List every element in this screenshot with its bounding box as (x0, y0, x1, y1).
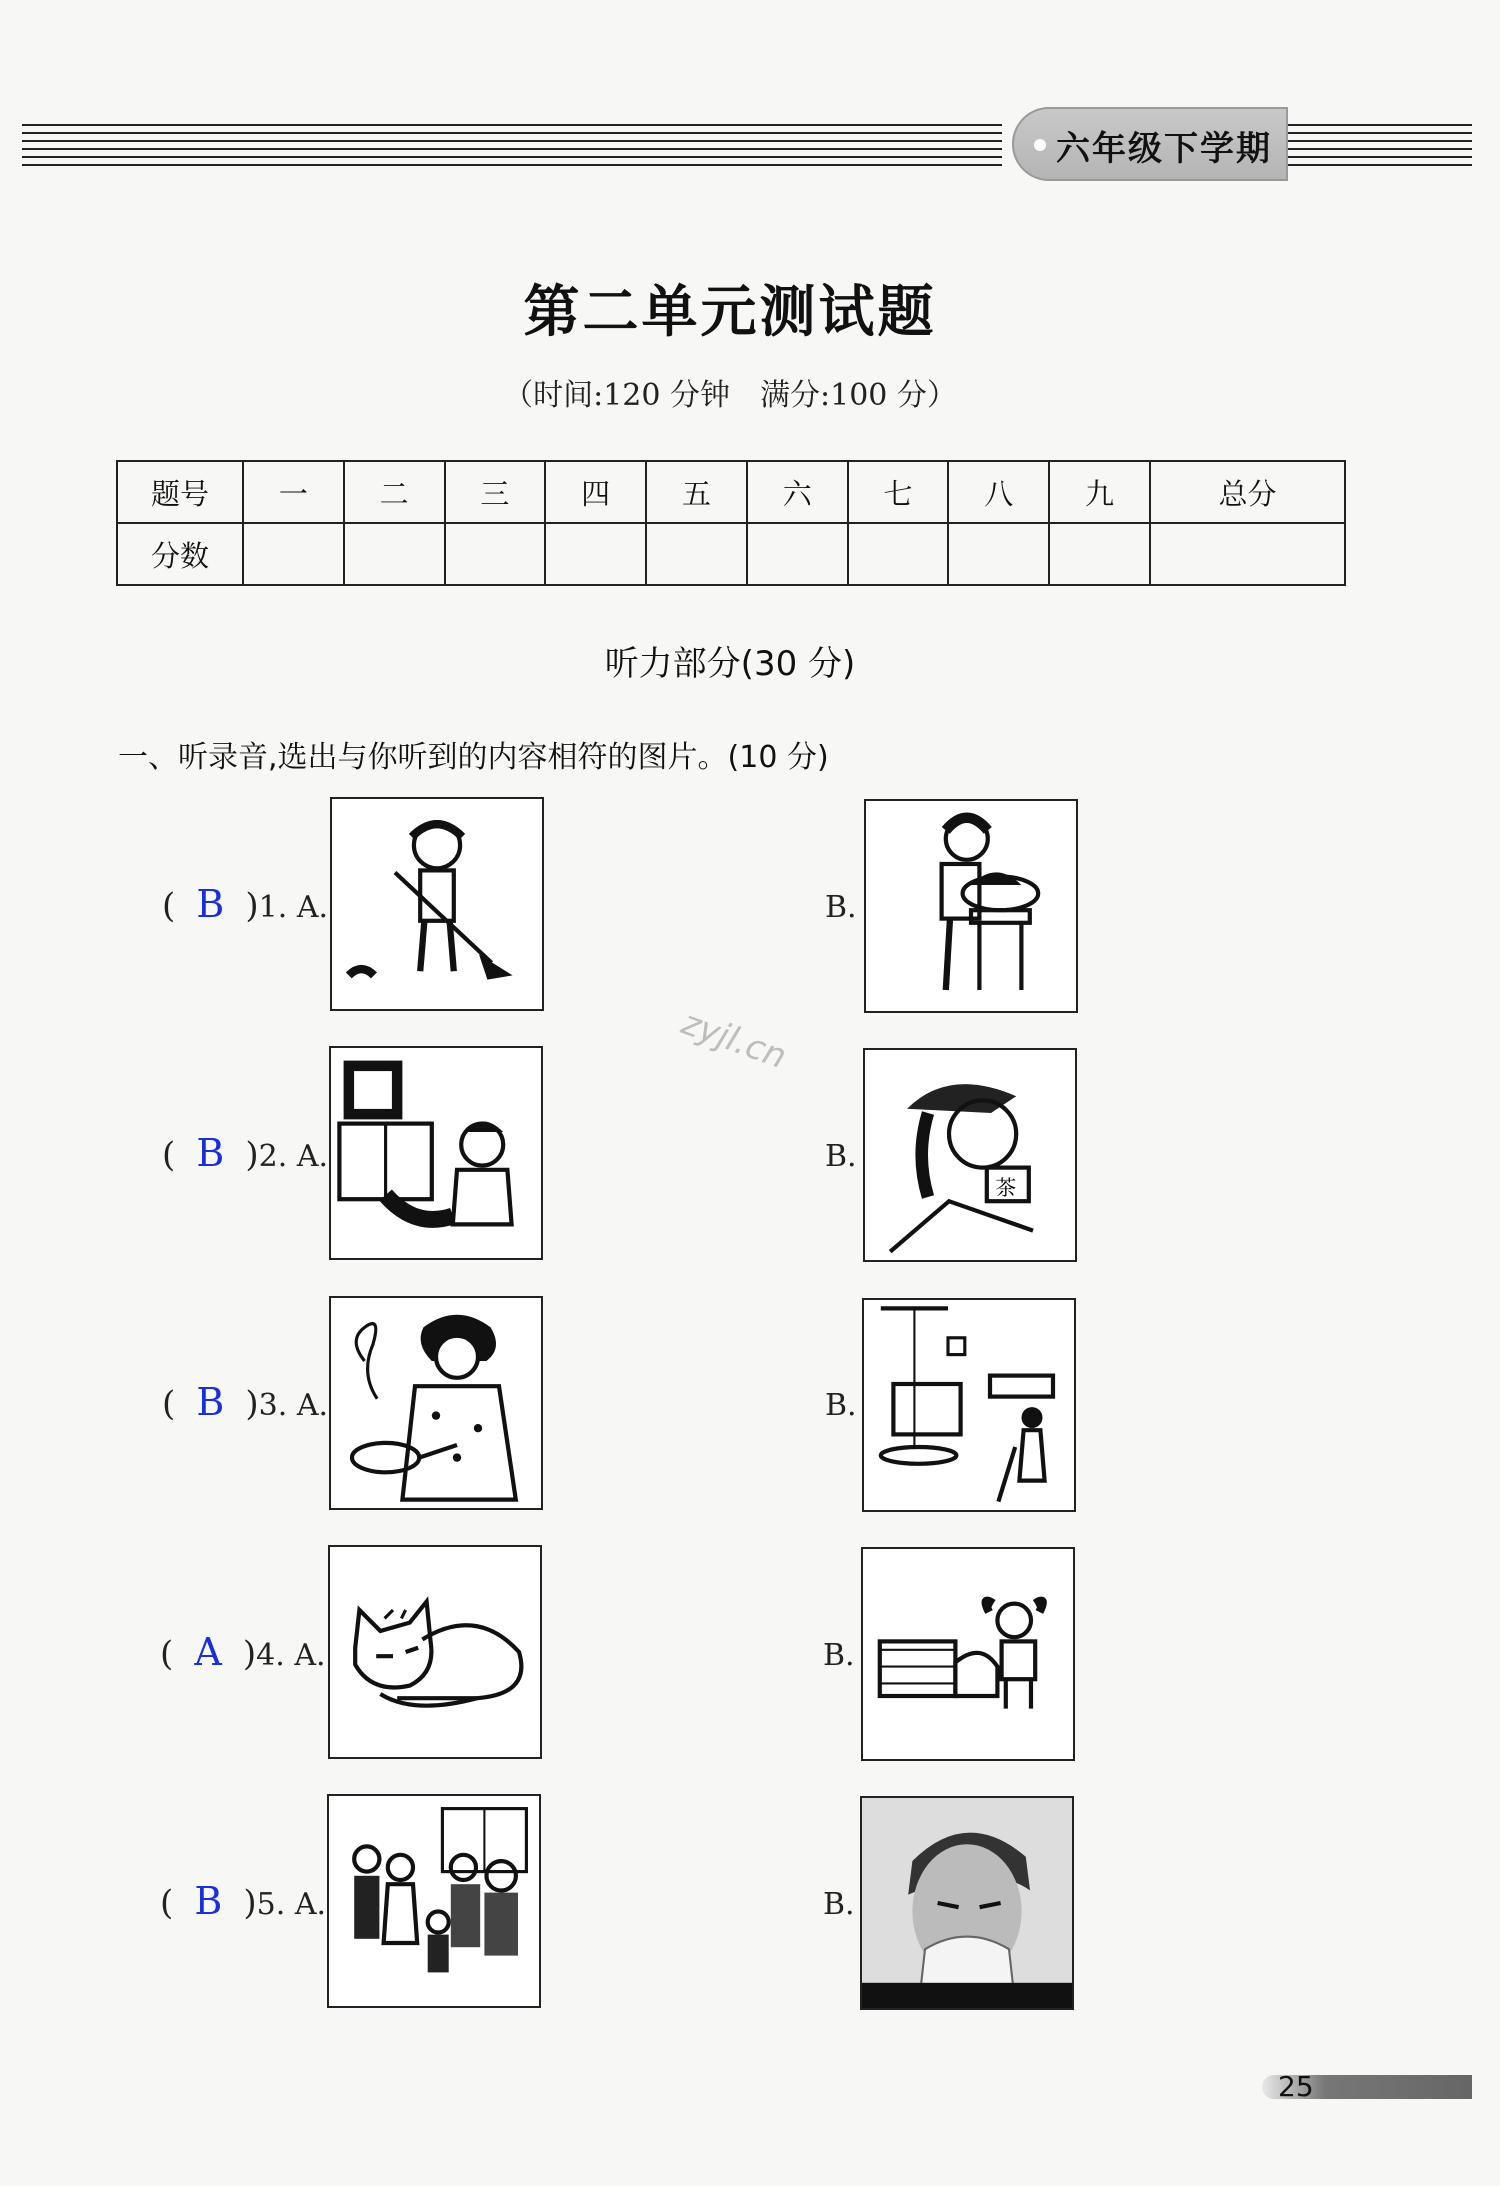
paren-close: ) (242, 1634, 257, 1674)
score-blank-cell[interactable] (344, 523, 445, 585)
listening-section-heading: 听力部分(30 分) (604, 644, 856, 684)
score-table (116, 460, 1346, 586)
score-table-score-row (117, 523, 1345, 585)
question-number: 3. A. (258, 1388, 329, 1423)
score-cell: 三 (445, 461, 546, 523)
score-cell: 五 (646, 461, 747, 523)
paren-open: ( (162, 1135, 176, 1175)
option-b-label: B. (823, 1638, 855, 1673)
picture-girl-sweeping[interactable] (330, 797, 544, 1011)
question-row (162, 1380, 328, 1424)
score-blank-cell[interactable] (545, 523, 646, 585)
score-cell: 六 (747, 461, 848, 523)
page-subtitle: （时间:120 分钟 满分:100 分） (503, 378, 957, 413)
paren-close: ) (245, 886, 259, 926)
question-number: 1. A. (258, 890, 329, 925)
picture-family-visiting[interactable] (327, 1794, 541, 2008)
score-table-header-row (117, 461, 1345, 523)
page-number: 25 (1278, 2070, 1314, 2103)
paren-close: ) (245, 1135, 259, 1175)
score-cell: 题号 (117, 461, 243, 523)
score-blank-cell[interactable] (1150, 523, 1345, 585)
picture-girl-making-bed[interactable] (861, 1547, 1075, 1761)
option-b-label: B. (825, 1139, 857, 1174)
tea-cup-text: 茶 (995, 1175, 1017, 1200)
picture-boy-watching-tv[interactable] (329, 1046, 543, 1260)
picture-woman-cooking[interactable] (329, 1296, 543, 1510)
question-number: 5. A. (256, 1887, 327, 1922)
picture-girl-cleaning-room[interactable] (862, 1298, 1076, 1512)
score-blank-cell[interactable] (445, 523, 546, 585)
page-title: 第二单元测试题 (523, 279, 937, 345)
option-b-label: B. (823, 1887, 855, 1922)
question-number: 2. A. (258, 1139, 329, 1174)
score-blank-cell[interactable] (243, 523, 344, 585)
question-row (162, 1131, 328, 1175)
picture-girl-washing-clothes[interactable] (864, 799, 1078, 1013)
paren-close: ) (243, 1883, 257, 1923)
question-row (162, 882, 328, 926)
score-blank-cell[interactable] (747, 523, 848, 585)
score-cell: 二 (344, 461, 445, 523)
picture-child-sneezing[interactable] (860, 1796, 1074, 2010)
score-cell: 四 (545, 461, 646, 523)
grade-tab-label: 六年级下学期 (1056, 129, 1272, 169)
question-row (160, 1879, 326, 1923)
tab-dot-icon (1034, 139, 1046, 151)
score-row-label: 分数 (117, 523, 243, 585)
score-cell: 七 (848, 461, 949, 523)
paren-open: ( (162, 1384, 176, 1424)
score-cell: 九 (1049, 461, 1150, 523)
score-cell: 一 (243, 461, 344, 523)
answer-mark[interactable]: A (194, 1630, 222, 1674)
score-blank-cell[interactable] (646, 523, 747, 585)
grade-tab (1012, 107, 1288, 181)
paren-close: ) (245, 1384, 259, 1424)
answer-mark[interactable]: B (196, 1380, 225, 1424)
paren-open: ( (160, 1634, 174, 1674)
answer-mark[interactable]: B (196, 882, 225, 926)
picture-girl-drinking-tea[interactable] (863, 1048, 1077, 1262)
score-blank-cell[interactable] (1049, 523, 1150, 585)
question-row (160, 1630, 326, 1674)
option-b-label: B. (825, 1388, 857, 1423)
paren-open: ( (160, 1883, 174, 1923)
score-cell: 总分 (1150, 461, 1345, 523)
watermark: zyjl.cn (676, 1002, 792, 1078)
option-b-label: B. (825, 890, 857, 925)
answer-mark[interactable]: B (194, 1879, 223, 1923)
question-number: 4. A. (256, 1638, 326, 1673)
picture-sleeping-cat[interactable] (328, 1545, 542, 1759)
score-blank-cell[interactable] (848, 523, 949, 585)
answer-mark[interactable]: B (196, 1131, 225, 1175)
score-cell: 八 (948, 461, 1049, 523)
score-blank-cell[interactable] (948, 523, 1049, 585)
question-heading: 一、听录音,选出与你听到的内容相符的图片。(10 分) (118, 740, 829, 775)
paren-open: ( (162, 886, 176, 926)
